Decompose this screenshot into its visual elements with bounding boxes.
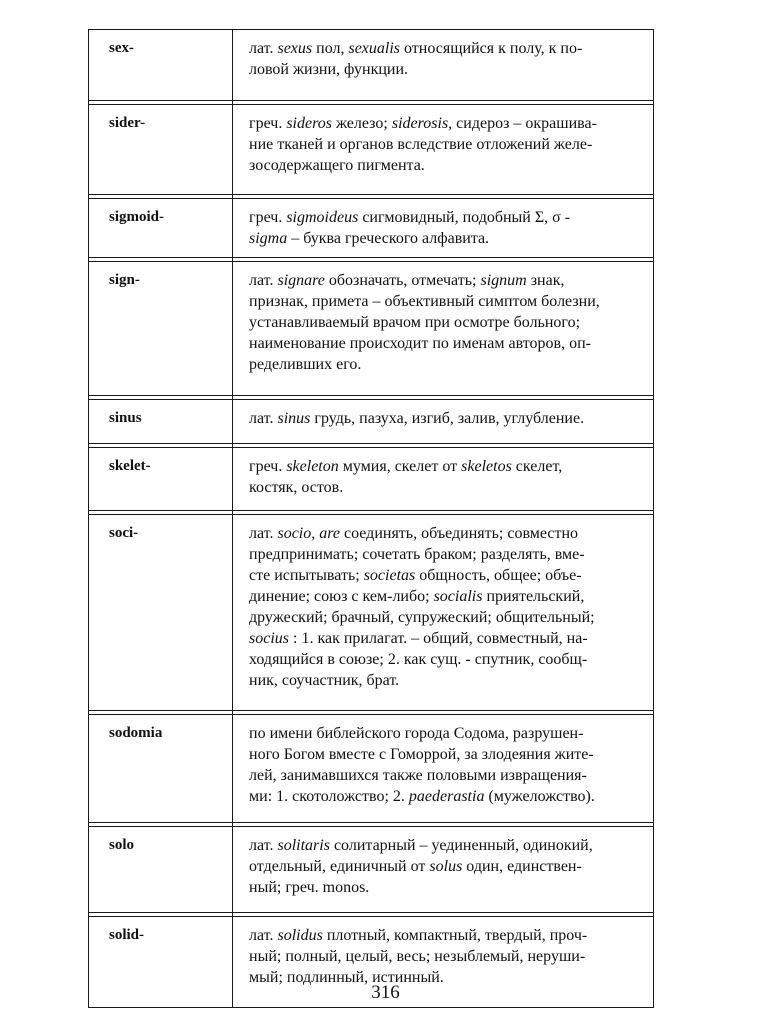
definition-text: отдельный, единичный от (249, 858, 430, 875)
definition-italic-word: signare (277, 272, 325, 289)
definition-italic-word: paederastia (408, 788, 485, 805)
definition-text: железо; (331, 115, 392, 132)
definition-line (249, 628, 643, 649)
dictionary-entry-row (89, 515, 654, 711)
definition-text: солитарный – уединенный, одинокий, (329, 837, 593, 854)
definition-text: обозначать, отмечать; (324, 272, 481, 289)
dictionary-entry-row (89, 262, 654, 396)
definition-line (249, 723, 643, 744)
entry-term: sodomia (89, 715, 233, 823)
entry-definition (233, 400, 654, 444)
definition-line (249, 765, 643, 786)
definition-line (249, 565, 643, 586)
definition-italic-word: socio, are (277, 525, 340, 542)
definition-text: лат. (249, 525, 278, 542)
definition-line (249, 408, 643, 429)
definition-italic-word: sexualis (348, 40, 401, 57)
definition-italic-word: solidus (277, 927, 323, 944)
definition-text: греч. (249, 115, 287, 132)
definition-italic-word: sigma (249, 230, 288, 247)
definition-line (249, 670, 643, 691)
entry-definition (233, 199, 654, 258)
definition-text: ходящийся в союзе; 2. как сущ. - спутник, сообщ- (249, 651, 588, 668)
definition-text: относящийся к полу, к по- (400, 40, 583, 57)
definition-line (249, 877, 643, 898)
definition-text: динение; союз с кем-либо; (249, 588, 434, 605)
entry-definition (233, 515, 654, 711)
definition-text: ловой жизни, функции. (249, 61, 409, 78)
definition-text: сигмовидный, подобный Σ, σ - (358, 209, 571, 226)
definition-italic-word: skeleton (286, 458, 339, 475)
definition-text: скелет, (511, 458, 563, 475)
definition-text: приятельский, (482, 588, 585, 605)
dictionary-entry-row (89, 199, 654, 258)
definition-text: зосодержащего пигмента. (249, 157, 425, 174)
entry-term: sider- (89, 105, 233, 195)
definition-text: мумия, скелет от (338, 458, 462, 475)
definition-line (249, 477, 643, 498)
entry-definition (233, 827, 654, 913)
definition-text: по имени библейского города Содома, разрушен- (249, 725, 584, 742)
definition-italic-word: sinus (277, 410, 311, 427)
entry-term: sign- (89, 262, 233, 396)
definition-italic-word: sideros (286, 115, 332, 132)
definition-text: – буква греческого алфавита. (287, 230, 490, 247)
definition-text: ние тканей и органов вследствие отложений желе- (249, 136, 593, 153)
definition-text: лат. (249, 40, 278, 57)
entry-term: sigmoid- (89, 199, 233, 258)
entry-definition (233, 30, 654, 101)
definition-line (249, 270, 643, 291)
definition-line (249, 228, 643, 249)
definition-text: : 1. как прилагат. – общий, совместный, на- (289, 630, 588, 647)
definition-text: греч. (249, 209, 287, 226)
entry-term: skelet- (89, 448, 233, 511)
definition-text: плотный, компактный, твердый, проч- (322, 927, 588, 944)
dictionary-table (88, 29, 654, 1008)
definition-line (249, 333, 643, 354)
entry-term: sinus (89, 400, 233, 444)
page-number: 316 (371, 982, 400, 1003)
definition-line (249, 786, 643, 807)
definition-text: лат. (249, 837, 278, 854)
definition-text: греч. (249, 458, 287, 475)
definition-text: (мужеложство). (484, 788, 595, 805)
definition-line (249, 856, 643, 877)
definition-text: мый; подлинный, истинный. (249, 969, 444, 986)
definition-italic-word: signum (480, 272, 527, 289)
entry-definition (233, 715, 654, 823)
definition-line (249, 134, 643, 155)
definition-text: один, единствен- (462, 858, 582, 875)
definition-line (249, 607, 643, 628)
definition-line (249, 207, 643, 228)
entry-definition (233, 262, 654, 396)
definition-text: ми: 1. скотоложство; 2. (249, 788, 409, 805)
definition-text: сте испытывать; (249, 567, 364, 584)
definition-line (249, 456, 643, 477)
definition-italic-word: solitaris (277, 837, 330, 854)
dictionary-entry-row (89, 105, 654, 195)
definition-italic-word: socius (249, 630, 289, 647)
definition-line (249, 155, 643, 176)
definition-text: ределивших его. (249, 356, 362, 373)
definition-line (249, 523, 643, 544)
entry-definition (233, 448, 654, 511)
definition-text: соединять, объединять; совместно (339, 525, 579, 542)
definition-text: общность, общее; объе- (415, 567, 582, 584)
definition-line (249, 59, 643, 80)
definition-line (249, 38, 643, 59)
definition-text: костяк, остов. (249, 479, 344, 496)
definition-text: наименование происходит по именам авторов, оп- (249, 335, 591, 352)
definition-text: сидероз – окрашива- (452, 115, 597, 132)
definition-text: ный; полный, целый, весь; незыблемый, неруши- (249, 948, 586, 965)
entry-term: soci- (89, 515, 233, 711)
definition-line (249, 586, 643, 607)
definition-text: грудь, пазуха, изгиб, залив, углубление. (310, 410, 585, 427)
entry-definition (233, 105, 654, 195)
dictionary-entry-row (89, 715, 654, 823)
dictionary-entry-row (89, 400, 654, 444)
definition-italic-word: societas (363, 567, 416, 584)
definition-text: лат. (249, 410, 278, 427)
definition-line (249, 925, 643, 946)
definition-italic-word: solus (429, 858, 463, 875)
definition-line (249, 649, 643, 670)
definition-text: ник, соучастник, брат. (249, 672, 400, 689)
dictionary-entry-row (89, 448, 654, 511)
definition-text: лат. (249, 927, 278, 944)
definition-text: ный; греч. monos. (249, 879, 370, 896)
definition-line (249, 744, 643, 765)
definition-line (249, 835, 643, 856)
definition-line (249, 312, 643, 333)
definition-italic-word: socialis (433, 588, 483, 605)
definition-text: ного Богом вместе с Гоморрой, за злодеяния жите- (249, 746, 594, 763)
dictionary-entry-row (89, 827, 654, 913)
definition-italic-word: sigmoideus (286, 209, 359, 226)
definition-text: пол, (312, 40, 349, 57)
definition-line (249, 544, 643, 565)
definition-italic-word: skeletos (461, 458, 512, 475)
definition-line (249, 354, 643, 375)
dictionary-table-body (89, 30, 654, 1008)
definition-text: признак, примета – объективный симптом болезни, (249, 293, 600, 310)
definition-text: дружеский; брачный, супружеский; общительный; (249, 609, 595, 626)
definition-line (249, 291, 643, 312)
definition-text: предпринимать; сочетать браком; разделять, вме- (249, 546, 585, 563)
definition-italic-word: siderosis, (391, 115, 453, 132)
entry-term: solo (89, 827, 233, 913)
definition-text: лей, занимавшихся также половыми извращения- (249, 767, 587, 784)
entry-term: sex- (89, 30, 233, 101)
definition-text: устанавливаемый врачом при осмотре больного; (249, 314, 581, 331)
definition-text: лат. (249, 272, 278, 289)
dictionary-entry-row (89, 30, 654, 101)
definition-text: знак, (526, 272, 565, 289)
definition-line (249, 113, 643, 134)
definition-line (249, 946, 643, 967)
entry-term: solid- (89, 917, 233, 1008)
definition-italic-word: sexus (277, 40, 313, 57)
